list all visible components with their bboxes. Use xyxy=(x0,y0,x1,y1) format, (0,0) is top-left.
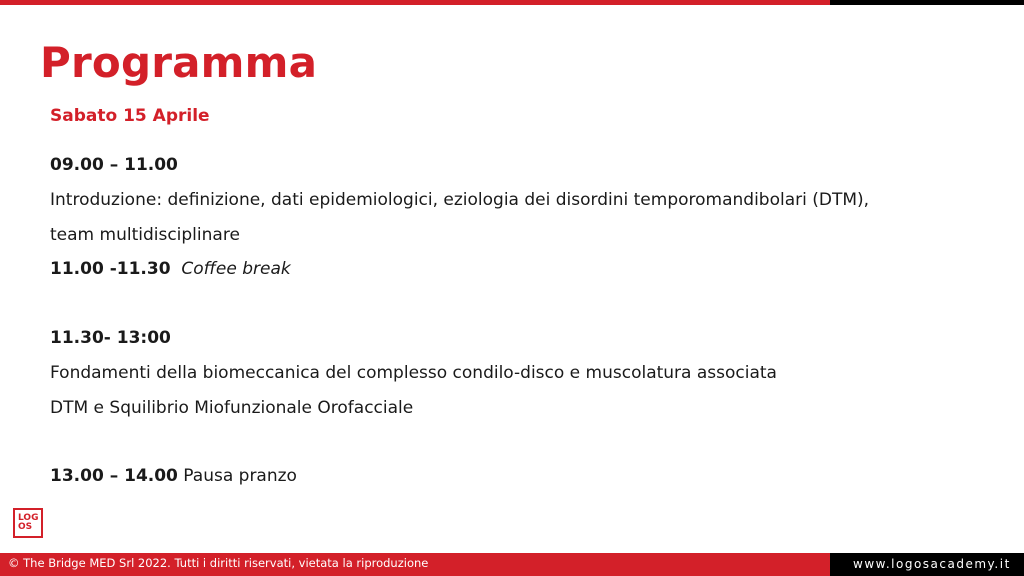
session-1-time: 09.00 – 11.00 xyxy=(50,155,178,175)
top-accent-bar xyxy=(0,0,1024,6)
session-2-desc-line-2: DTM e Squilibrio Miofunzionale Orofacciale xyxy=(50,398,414,418)
page-title: Programma xyxy=(40,38,318,87)
footer-website-link[interactable]: www.logosacademy.it xyxy=(853,557,1011,571)
session-1-desc-line-2: team multidisciplinare xyxy=(50,225,240,245)
coffee-break-label: Coffee break xyxy=(181,259,291,279)
lunch-label: Pausa pranzo xyxy=(183,466,297,486)
top-bar-red xyxy=(0,0,830,5)
footer-copyright: © The Bridge MED Srl 2022. Tutti i diritti riservati, vietata la riproduzione xyxy=(8,556,429,570)
coffee-break-time: 11.00 -11.30 xyxy=(50,259,171,279)
coffee-break-row xyxy=(50,258,291,280)
lunch-row xyxy=(50,465,297,487)
logos-logo-icon xyxy=(13,508,43,538)
logo-line-1: LOG xyxy=(18,513,39,523)
date-heading: Sabato 15 Aprile xyxy=(50,106,210,126)
session-2-time: 11.30- 13:00 xyxy=(50,328,171,348)
session-1-desc-line-1: Introduzione: definizione, dati epidemiologici, eziologia dei disordini temporomandibolari (DTM), xyxy=(50,190,870,210)
top-bar-black xyxy=(830,0,1024,5)
lunch-time: 13.00 – 14.00 xyxy=(50,466,178,486)
logo-line-2: OS xyxy=(18,522,33,532)
session-2-desc-line-1: Fondamenti della biomeccanica del complesso condilo-disco e muscolatura associata xyxy=(50,363,777,383)
